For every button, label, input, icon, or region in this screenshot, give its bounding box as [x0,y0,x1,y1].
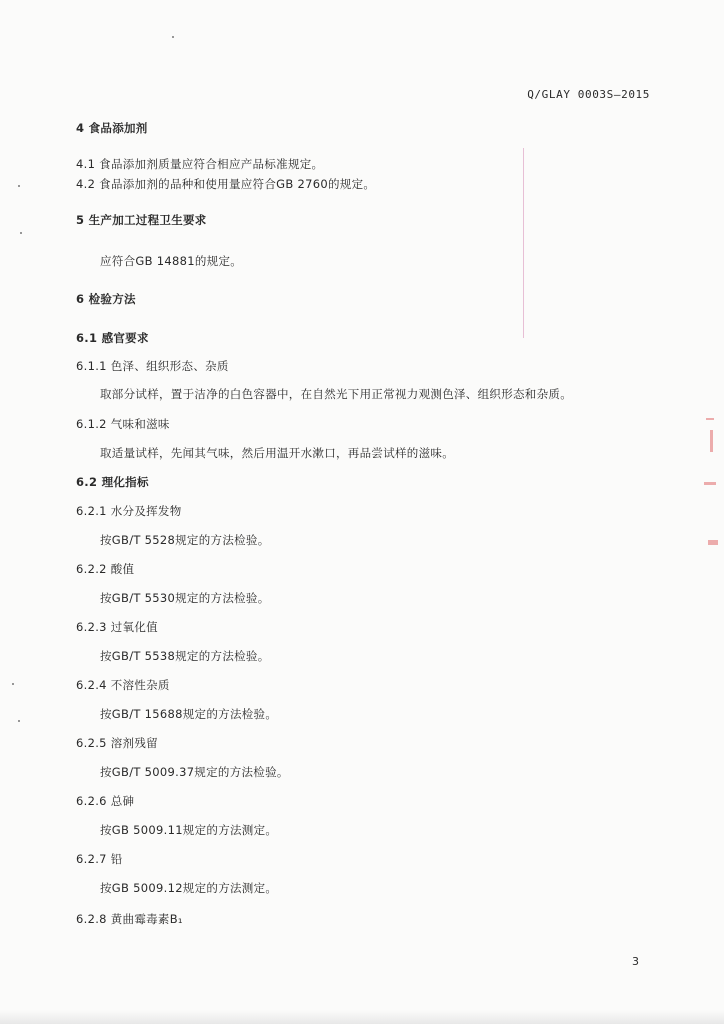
scan-bottom-shadow [0,1010,724,1024]
scan-speck [12,683,14,685]
clause-6-2-6-heading: 6.2.6 总砷 [76,794,135,808]
clause-5-text: 应符合GB 14881的规定。 [100,254,243,268]
clause-6-2-2-heading: 6.2.2 酸值 [76,562,135,576]
clause-6-2-1-heading: 6.2.1 水分及挥发物 [76,504,182,518]
section-heading-5: 5 生产加工过程卫生要求 [76,213,207,227]
clause-6-2-1-text: 按GB/T 5528规定的方法检验。 [100,533,270,547]
clause-6-1-1-text: 取部分试样，置于洁净的白色容器中，在自然光下用正常视力观测色泽、组织形态和杂质。 [100,387,572,401]
clause-6-2-3-text: 按GB/T 5538规定的方法检验。 [100,649,270,663]
clause-4-1: 4.1 食品添加剂质量应符合相应产品标准规定。 [76,157,324,171]
stamp-fragment [706,418,714,420]
stamp-fragment [708,540,718,545]
clause-6-2-5-heading: 6.2.5 溶剂残留 [76,736,158,750]
clause-6-2-8-heading: 6.2.8 黄曲霉毒素B₁ [76,912,183,926]
section-heading-4: 4 食品添加剂 [76,121,148,135]
clause-6-2-heading: 6.2 理化指标 [76,475,149,489]
clause-6-2-4-heading: 6.2.4 不溶性杂质 [76,678,170,692]
clause-6-2-5-text: 按GB/T 5009.37规定的方法检验。 [100,765,289,779]
clause-6-2-7-heading: 6.2.7 铅 [76,852,123,866]
clause-6-2-4-text: 按GB/T 15688规定的方法检验。 [100,707,278,721]
clause-6-1-2-heading: 6.1.2 气味和滋味 [76,417,170,431]
clause-6-2-3-heading: 6.2.3 过氧化值 [76,620,158,634]
scan-speck [172,36,174,38]
clause-6-2-2-text: 按GB/T 5530规定的方法检验。 [100,591,270,605]
scan-speck [18,720,20,722]
section-heading-6: 6 检验方法 [76,292,136,306]
page-number: 3 [632,955,639,968]
clause-6-1-heading: 6.1 感官要求 [76,331,149,345]
margin-rule-line [523,148,524,338]
clause-6-2-6-text: 按GB 5009.11规定的方法测定。 [100,823,278,837]
scan-speck [18,185,20,187]
stamp-fragment [704,482,716,485]
clause-6-2-7-text: 按GB 5009.12规定的方法测定。 [100,881,278,895]
clause-4-2: 4.2 食品添加剂的品种和使用量应符合GB 2760的规定。 [76,177,376,191]
document-code-header: Q/GLAY 0003S—2015 [527,88,650,101]
clause-6-1-1-heading: 6.1.1 色泽、组织形态、杂质 [76,359,229,373]
stamp-fragment [710,430,713,452]
scan-speck [20,232,22,234]
clause-6-1-2-text: 取适量试样，先闻其气味，然后用温开水漱口，再品尝试样的滋味。 [100,446,454,460]
